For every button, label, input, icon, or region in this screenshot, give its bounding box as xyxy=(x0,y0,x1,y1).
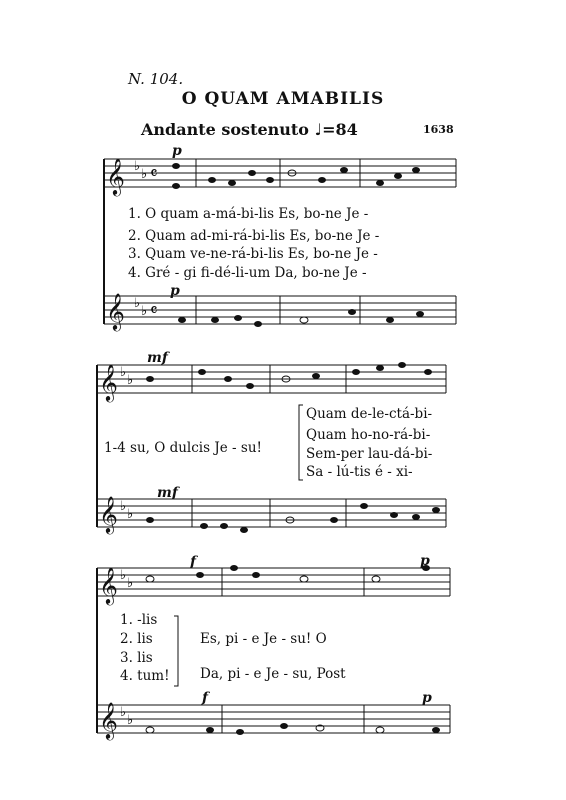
svg-text:♭: ♭ xyxy=(127,373,134,388)
ending-line: 1. -lis xyxy=(120,612,158,628)
svg-text:♭: ♭ xyxy=(127,576,134,591)
svg-text:♭: ♭ xyxy=(120,499,127,514)
tempo-text: Andante sostenuto xyxy=(141,120,309,139)
dynamic-p: p xyxy=(172,143,182,159)
verse-line: Quam ho-no-rá-bi- xyxy=(306,427,431,443)
dynamic-f: f xyxy=(202,690,209,706)
dynamic-p: p xyxy=(170,283,180,299)
treble-clef-icon: 𝄞 xyxy=(106,157,125,195)
svg-text:♭: ♭ xyxy=(120,705,127,720)
svg-text:♭: ♭ xyxy=(127,713,134,728)
refrain-line: 1-4 su, O dulcis Je - su! xyxy=(104,440,262,456)
dynamic-p: p xyxy=(422,690,432,706)
flat-icon: ♭ xyxy=(141,167,148,182)
treble-clef-icon: 𝄞 xyxy=(106,292,125,330)
flat-icon: ♭ xyxy=(141,304,148,319)
dynamic-f: f xyxy=(190,554,197,570)
verse-bracket xyxy=(299,405,303,480)
hymn-number: N. 104. xyxy=(128,70,184,88)
svg-text:♭: ♭ xyxy=(127,507,134,522)
svg-text:♭: ♭ xyxy=(120,365,127,380)
verse-line: 2. Quam ad-mi-rá-bi-lis Es, bo-ne Je - xyxy=(128,228,380,244)
ending-line: 2. lis xyxy=(120,631,153,647)
verse-line: 3. Quam ve-ne-rá-bi-lis Es, bo-ne Je - xyxy=(128,246,378,262)
verse-line: Quam de-le-ctá-bi- xyxy=(306,406,433,422)
common-time-icon: 𝄴 xyxy=(150,164,158,184)
composition-year: 1638 xyxy=(423,123,454,136)
hymn-title: O QUAM AMABILIS xyxy=(181,89,385,109)
flat-icon: ♭ xyxy=(134,159,141,174)
dynamic-mf: mf xyxy=(157,485,178,501)
system-3-bass-staff xyxy=(97,705,450,733)
dynamic-mf: mf xyxy=(147,350,168,366)
metronome-mark: ♩=84 xyxy=(314,120,358,139)
svg-text:♭: ♭ xyxy=(120,568,127,583)
treble-clef-icon: 𝄞 xyxy=(99,566,118,604)
verse-line: 1. O quam a-má-bi-lis Es, bo-ne Je - xyxy=(128,206,369,222)
common-time-icon: 𝄴 xyxy=(150,301,158,321)
closing-line-b: Da, pi - e Je - su, Post xyxy=(200,666,346,682)
ending-line: 3. lis xyxy=(120,650,153,666)
treble-clef-icon: 𝄞 xyxy=(99,495,118,533)
treble-clef-icon: 𝄞 xyxy=(99,363,118,401)
verse-line: Sa - lú-tis é - xi- xyxy=(306,464,413,480)
closing-line-a: Es, pi - e Je - su! O xyxy=(200,631,327,647)
ending-line: 4. tum! xyxy=(120,668,170,684)
verse-line: 4. Gré - gi fi-dé-li-um Da, bo-ne Je - xyxy=(128,265,367,281)
dynamic-p: p xyxy=(420,553,430,569)
flat-icon: ♭ xyxy=(134,296,141,311)
verse-line: Sem-per lau-dá-bi- xyxy=(306,446,433,462)
treble-clef-icon: 𝄞 xyxy=(99,701,118,739)
ending-bracket xyxy=(174,616,178,686)
